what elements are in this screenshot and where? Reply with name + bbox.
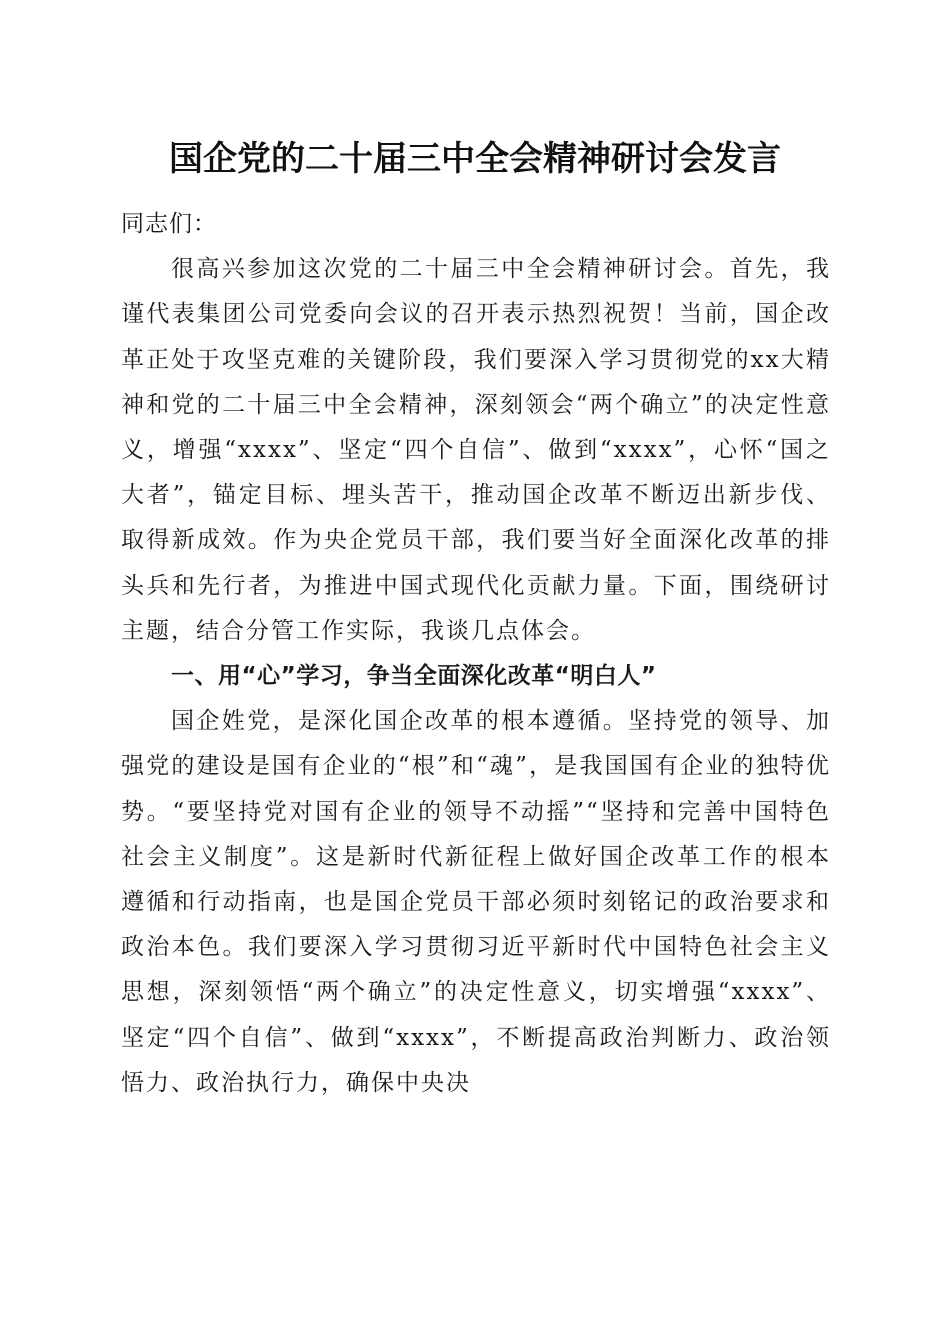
salutation: 同志们：	[121, 211, 217, 237]
paragraph-intro: 很高兴参加这次党的二十届三中全会精神研讨会。首先，我谨代表集团公司党委向会议的召开表示热烈祝贺！当前，国企改革正处于攻坚克难的关键阶段，我们要深入学习贯彻党的xx大精神和党的二十届三中全会精神，深刻领会“两个确立”的决定性意义，增强“xxxx”、坚定“四个自信”、做到“xxxx”，心怀“国之大者”，锚定目标、埋头苦干，推动国企改革不断迈出新步伐、取得新成效。作为央企党员干部，我们要当好全面深化改革的排头兵和先行者，为推进中国式现代化贡献力量。下面，围绕研讨主题，结合分管工作实际，我谈几点体会。	[121, 256, 831, 644]
document-body	[121, 202, 831, 1106]
section-heading-1: 一、用“心”学习，争当全面深化改革“明白人”	[171, 663, 657, 690]
document-title: 国企党的二十届三中全会精神研讨会发言	[169, 139, 781, 179]
paragraph-section-1: 国企姓党，是深化国企改革的根本遵循。坚持党的领导、加强党的建设是国有企业的“根”和“魂”，是我国国有企业的独特优势。“要坚持党对国有企业的领导不动摇”“坚持和完善中国特色社会主义制度”。这是新时代新征程上做好国企改革工作的根本遵循和行动指南，也是国企党员干部必须时刻铭记的政治要求和政治本色。我们要深入学习贯彻习近平新时代中国特色社会主义思想，深刻领悟“两个确立”的决定性意义，切实增强“xxxx”、坚定“四个自信”、做到“xxxx”，不断提高政治判断力、政治领悟力、政治执行力，确保中央决	[121, 708, 831, 1096]
